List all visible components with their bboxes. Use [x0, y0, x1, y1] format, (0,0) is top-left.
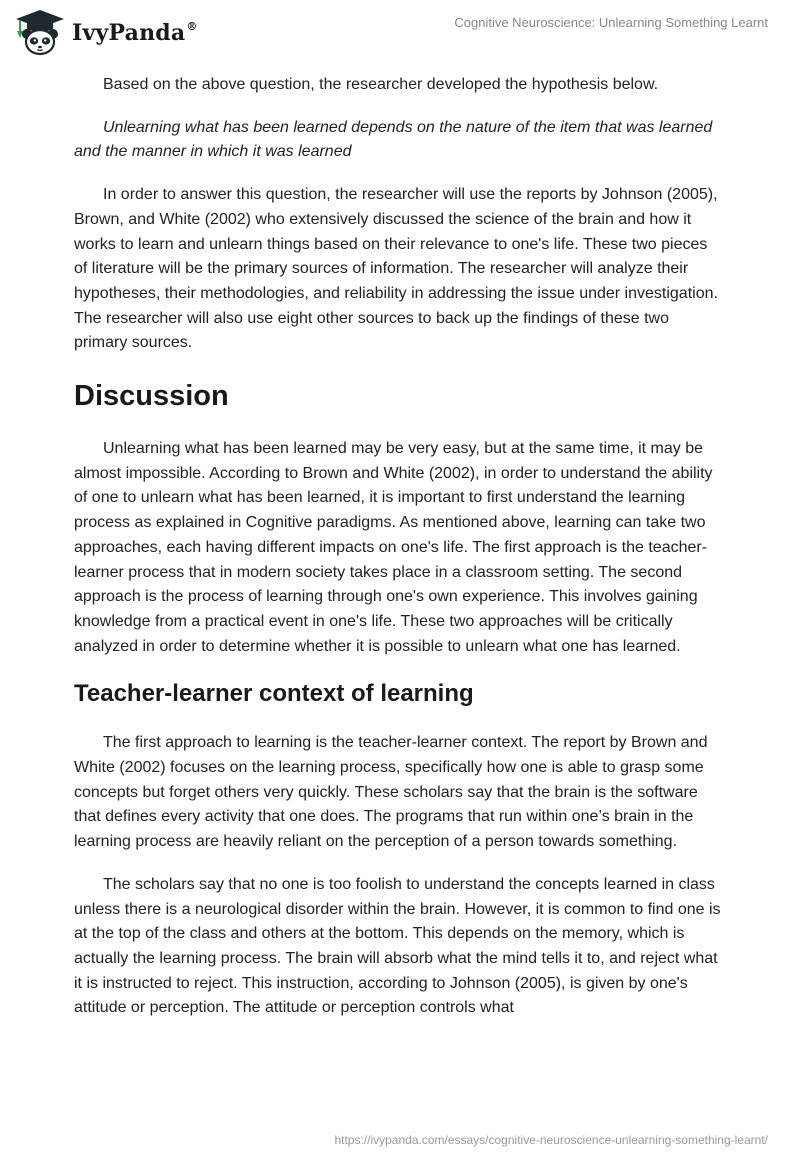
paragraph-methodology: In order to answer this question, the researcher will use the reports by Johnson (2005), Brown, and White (2002) who extensively discussed the science of the brain and how it works to learn and unlearn things based on their relevance to one's life. These two pieces of literature will be the primary sources of information. The researcher will analyze their hypotheses, their methodologies, and reliability in addressing the issue under investigation. The researcher will also use eight other sources to back up the findings of these two primary sources. [74, 186, 718, 352]
paragraph-teacher-learner-2: The scholars say that no one is too foolish to understand the concepts learned in class unless there is a neurological disorder within the brain. However, it is common to find one is at the top of the class and others at the bottom. This depends on the memory, which is actually the learning process. The brain will absorb what the mind tells it to, and reject what it is instructed to reject. This instruction, according to Johnson (2005), is given by one's attitude or perception. The attitude or perception controls what [74, 875, 721, 1017]
document-title: Cognitive Neuroscience: Unlearning Something Learnt [454, 15, 768, 30]
brand-name [72, 20, 198, 46]
site-logo[interactable] [14, 7, 198, 57]
brand-name-text: IvyPanda [72, 20, 186, 46]
registered-mark: ® [186, 19, 198, 33]
source-url[interactable]: https://ivypanda.com/essays/cognitive-neuroscience-unlearning-something-learnt/ [334, 1133, 768, 1147]
paragraph-hypothesis: Unlearning what has been learned depends on the nature of the item that was learned and the manner in which it was learned [74, 118, 713, 161]
page-header [0, 0, 800, 60]
paragraph-discussion: Unlearning what has been learned may be very easy, but at the same time, it may be almost impossible. According to Brown and White (2002), in order to understand the ability of one to unlearn what has been learned, it is important to first understand the learning process as explained in Cognitive paradigms. As mentioned above, learning can take two approaches, each having different impacts on one's life. The first approach is the teacher-learner process that in modern society takes place in a classroom setting. The second approach is the process of learning through one's own experience. This involves gaining knowledge from a practical event in one's life. These two approaches will be critically analyzed in order to determine whether it is possible to unlearn what one has learned. [74, 440, 713, 655]
paragraph-teacher-learner-1: The first approach to learning is the teacher-learner context. The report by Brown and White (2002) focuses on the learning process, specifically how one is able to grasp some concepts but forget others very quickly. These scholars say that the brain is the software that defines every activity that one does. The programs that run within one’s brain in the learning process are heavily reliant on the perception of a person towards something. [74, 734, 708, 851]
panda-graduate-logo-icon [14, 7, 66, 57]
article-body [74, 70, 724, 1021]
heading-teacher-learner: Teacher-learner context of learning [74, 680, 474, 708]
heading-discussion: Discussion [74, 380, 229, 413]
paragraph-hypothesis-intro: Based on the above question, the researcher developed the hypothesis below. [103, 76, 659, 93]
